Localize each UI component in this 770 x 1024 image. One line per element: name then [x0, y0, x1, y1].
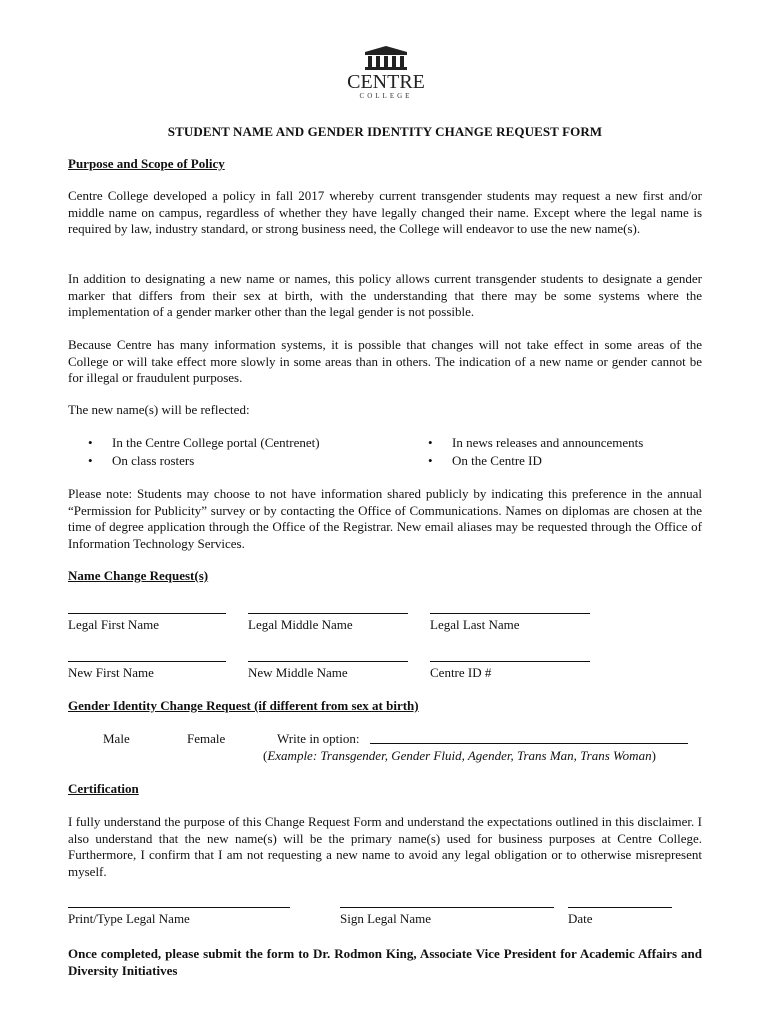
- name-change-heading: Name Change Request(s): [68, 568, 209, 583]
- date-line[interactable]: [568, 907, 672, 908]
- purpose-paragraph-1: Centre College developed a policy in fall 2017 whereby current transgender students may request a new first and/or middle name on campus, regardless of whether they have legally changed their name. Except where the legal name is required by law, industry standard, or strong business need, the College will endeavor to use the new name(s).: [68, 188, 702, 236]
- new-first-name-label: New First Name: [68, 665, 154, 680]
- legal-middle-name-line[interactable]: [248, 613, 408, 614]
- print-name-label: Print/Type Legal Name: [68, 911, 190, 926]
- write-in-line[interactable]: [370, 743, 688, 744]
- centre-college-logo: [346, 46, 426, 106]
- purpose-paragraph-2: In addition to designating a new name or names, this policy allows current transgender students to designate a gender marker that differs from their sex at birth, with the understanding that there may be some systems where the implementation of a gender marker other than the legal gender is not possible.: [68, 271, 702, 319]
- new-first-name-line[interactable]: [68, 661, 226, 662]
- form-title: STUDENT NAME AND GENDER IDENTITY CHANGE REQUEST FORM: [167, 124, 603, 139]
- legal-last-name-label: Legal Last Name: [430, 617, 520, 632]
- building-icon: [363, 46, 409, 70]
- list-item: • On the Centre ID: [428, 453, 542, 468]
- list-item: • In the Centre College portal (Centrenet): [88, 435, 320, 450]
- legal-first-name-line[interactable]: [68, 613, 226, 614]
- logo-wordmark: CENTRE: [347, 71, 425, 93]
- sign-name-label: Sign Legal Name: [340, 911, 431, 926]
- date-label: Date: [568, 911, 593, 926]
- legal-middle-name-label: Legal Middle Name: [248, 617, 353, 632]
- new-middle-name-label: New Middle Name: [248, 665, 348, 680]
- purpose-heading: Purpose and Scope of Policy: [68, 156, 225, 171]
- list-item: • In news releases and announcements: [428, 435, 644, 450]
- gender-example: (Example: Transgender, Gender Fluid, Agender, Trans Man, Trans Woman): [263, 748, 656, 763]
- male-option[interactable]: Male: [103, 731, 130, 746]
- centre-id-line[interactable]: [430, 661, 590, 662]
- write-in-label: Write in option:: [277, 731, 360, 746]
- submission-note: Once completed, please submit the form to Dr. Rodmon King, Associate Vice President for Academic Affairs and Diversity Initiatives: [68, 946, 702, 978]
- purpose-paragraph-4: The new name(s) will be reflected:: [68, 402, 250, 417]
- legal-last-name-line[interactable]: [430, 613, 590, 614]
- logo-subtitle: COLLEGE: [359, 92, 413, 100]
- new-middle-name-line[interactable]: [248, 661, 408, 662]
- sign-name-line[interactable]: [340, 907, 554, 908]
- female-option[interactable]: Female: [187, 731, 226, 746]
- publicity-note: Please note: Students may choose to not have information shared publicly by indicating this preference in the annual “Permission for Publicity” survey or by contacting the Office of Communications. Names on diplomas are chosen at the time of degree application through the Office of the Registrar. New email aliases may be requested through the Office of Information Technology Services.: [68, 486, 702, 551]
- legal-first-name-label: Legal First Name: [68, 617, 159, 632]
- certification-heading: Certification: [68, 781, 139, 796]
- gender-heading: Gender Identity Change Request (if different from sex at birth): [68, 698, 419, 713]
- list-item: • On class rosters: [88, 453, 195, 468]
- certification-text: I fully understand the purpose of this Change Request Form and understand the expectations outlined in this disclaimer. I also understand that the new name(s) will be the primary name(s) used for business purposes at Centre College. Furthermore, I confirm that I am not requesting a new name to avoid any legal obligation or to otherwise misrepresent myself.: [68, 814, 702, 879]
- centre-id-label: Centre ID #: [430, 665, 492, 680]
- purpose-paragraph-3: Because Centre has many information systems, it is possible that changes will not take effect in some areas of the College or will take effect more slowly in some areas than in others. The indication of a new name or gender cannot be for illegal or fraudulent purposes.: [68, 337, 702, 385]
- print-name-line[interactable]: [68, 907, 290, 908]
